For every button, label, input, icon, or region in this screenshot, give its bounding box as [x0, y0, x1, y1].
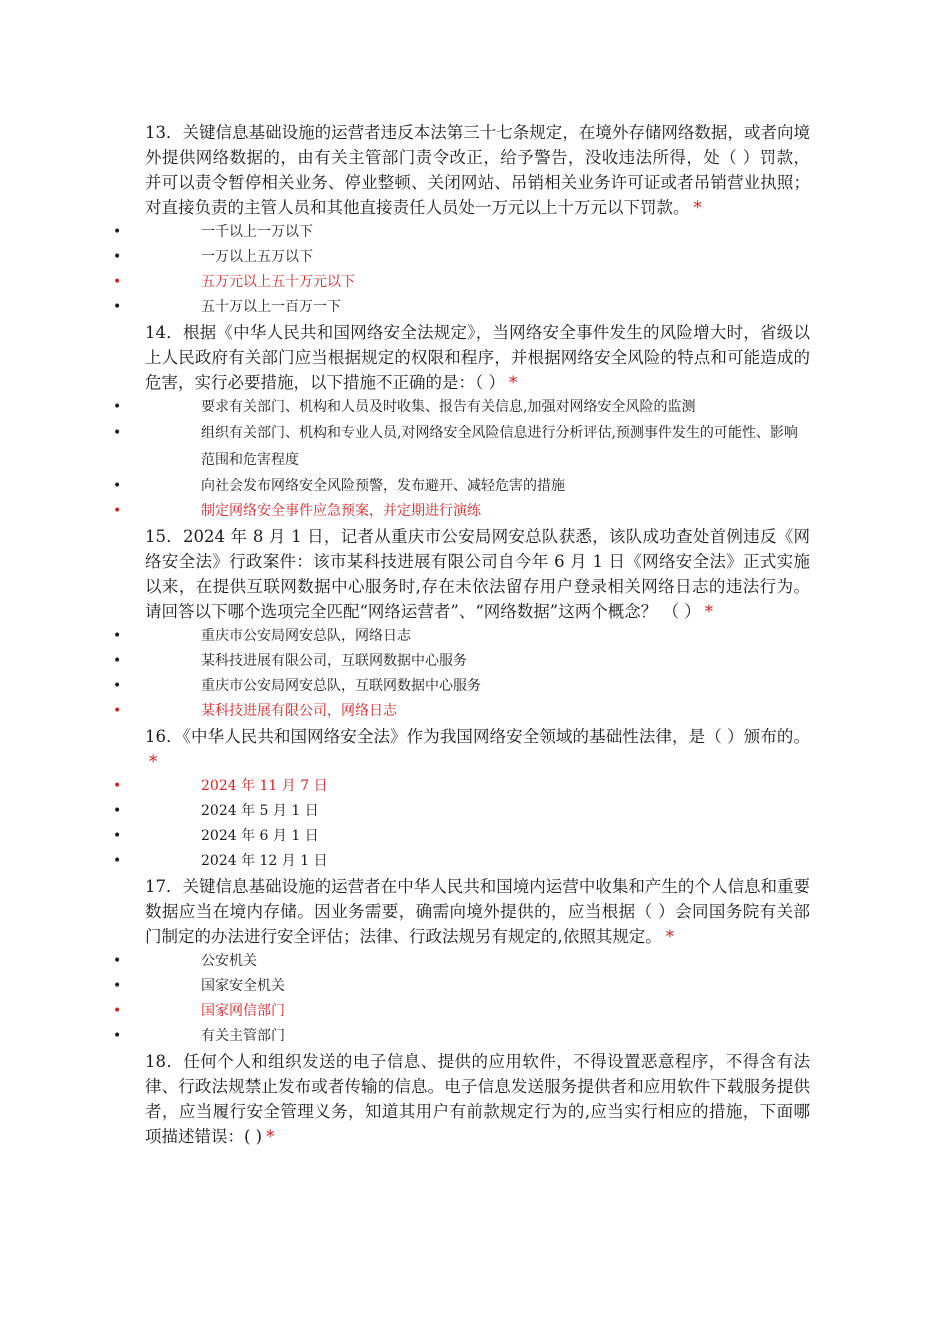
bullet-icon: •: [113, 853, 122, 869]
required-star: *: [665, 927, 674, 946]
question-stem: 14．根据《中华人民共和国网络安全法规定》，当网络安全事件发生的风险增大时，省级以上人民政府有关部门应当根据规定的权限和程序，并根据网络安全风险的特点和可能造成的危害，实行必要措施，以下措施不正确的是：（ ）: [145, 323, 810, 392]
question-text: [145, 120, 810, 220]
bullet-icon: •: [113, 828, 122, 844]
question-text: [145, 320, 810, 395]
question-block: [0, 874, 950, 1049]
option-item: [0, 849, 950, 874]
option-text: 国家安全机关: [201, 978, 285, 994]
option-list: [0, 624, 950, 724]
option-text: 某科技进展有限公司，网络日志: [201, 703, 397, 719]
bullet-icon: •: [113, 628, 122, 644]
option-item: [0, 474, 950, 499]
option-item-correct: [0, 270, 950, 295]
option-text: 五十万以上一百万一下: [201, 299, 341, 315]
question-stem: 13．关键信息基础设施的运营者违反本法第三十七条规定，在境外存储网络数据，或者向境外提供网络数据的，由有关主管部门责令改正，给予警告，没收违法所得，处（ ）罚款，并可以责令暂停相关业务、停业整顿、关闭网站、吊销相关业务许可证或者吊销营业执照；对直接负责的主管人员和其他直接责任人员处一万元以上十万元以下罚款。: [145, 123, 810, 217]
option-text: 一千以上一万以下: [201, 224, 313, 240]
option-item-correct: [0, 699, 950, 724]
bullet-icon: •: [113, 678, 122, 694]
required-star: *: [266, 1127, 275, 1146]
option-list: [0, 220, 950, 320]
question-stem: 15．2024 年 8 月 1 日，记者从重庆市公安局网安总队获悉，该队成功查处首例违反《网络安全法》行政案件：该市某科技进展有限公司自今年 6 月 1 日《网络安全法》正式实施以来，在提供互联网数据中心服务时,存在未依法留存用户登录相关网络日志的违法行为。请回答以下哪个选项完全匹配“网络运营者”、“网络数据”这两个概念？ （ ）: [145, 527, 810, 621]
option-text: 重庆市公安局网安总队，互联网数据中心服务: [201, 678, 481, 694]
option-text: 五万元以上五十万元以下: [201, 274, 355, 290]
option-list: [0, 949, 950, 1049]
question-block: [0, 1049, 950, 1149]
option-text: 组织有关部门、机构和专业人员,对网络安全风险信息进行分析评估,预测事件发生的可能性、影响范围和危害程度: [201, 425, 798, 468]
bullet-icon: •: [113, 803, 122, 819]
option-item: [0, 824, 950, 849]
question-stem: 17．关键信息基础设施的运营者在中华人民共和国境内运营中收集和产生的个人信息和重要数据应当在境内存储。因业务需要，确需向境外提供的，应当根据（ ）会同国务院有关部门制定的办法进行安全评估；法律、行政法规另有规定的,依照其规定。: [145, 877, 810, 946]
bullet-icon: •: [113, 399, 122, 415]
option-item: [0, 949, 950, 974]
option-item: [0, 974, 950, 999]
option-item: [0, 799, 950, 824]
question-stem: 18．任何个人和组织发送的电子信息、提供的应用软件，不得设置恶意程序，不得含有法律、行政法规禁止发布或者传输的信息。电子信息发送服务提供者和应用软件下载服务提供者，应当履行安全管理义务，知道其用户有前款规定行为的,应当实行相应的措施，下面哪项描述错误：( ): [145, 1052, 810, 1146]
option-text: 制定网络安全事件应急预案，并定期进行演练: [201, 503, 481, 519]
bullet-icon: •: [113, 478, 122, 494]
option-item-correct: [0, 499, 950, 524]
option-item: [0, 295, 950, 320]
option-text: 2024 年 11 月 7 日: [201, 778, 328, 794]
bullet-icon: •: [113, 224, 122, 240]
option-text: 重庆市公安局网安总队，网络日志: [201, 628, 411, 644]
option-text: 有关主管部门: [201, 1028, 285, 1044]
question-block: [0, 524, 950, 724]
option-text: 要求有关部门、机构和人员及时收集、报告有关信息,加强对网络安全风险的监测: [201, 399, 696, 415]
question-text: [145, 724, 810, 774]
option-text: 2024 年 12 月 1 日: [201, 853, 328, 869]
required-star: *: [509, 373, 518, 392]
option-text: 国家网信部门: [201, 1003, 285, 1019]
option-item: [0, 1024, 950, 1049]
bullet-icon: •: [113, 778, 122, 794]
option-text: 公安机关: [201, 953, 257, 969]
option-item: [0, 624, 950, 649]
question-text: [145, 874, 810, 949]
question-text: [145, 524, 810, 624]
option-text: 一万以上五万以下: [201, 249, 313, 265]
question-text: [145, 1049, 810, 1149]
option-item: [0, 649, 950, 674]
option-item: [0, 220, 950, 245]
bullet-icon: •: [113, 425, 122, 441]
option-list: [0, 395, 950, 524]
option-text: 2024 年 6 月 1 日: [201, 828, 319, 844]
option-item: [0, 674, 950, 699]
bullet-icon: •: [113, 503, 122, 519]
option-item: [0, 245, 950, 270]
bullet-icon: •: [113, 274, 122, 290]
question-stem: 16．《中华人民共和国网络安全法》作为我国网络安全领域的基础性法律，是（ ）颁布的。: [145, 727, 810, 746]
question-block: [0, 320, 950, 524]
bullet-icon: •: [113, 1003, 122, 1019]
bullet-icon: •: [113, 299, 122, 315]
option-item-correct: [0, 774, 950, 799]
bullet-icon: •: [113, 978, 122, 994]
required-star: *: [693, 198, 702, 217]
option-text: 向社会发布网络安全风险预警，发布避开、减轻危害的措施: [201, 478, 565, 494]
option-item: [0, 395, 950, 420]
bullet-icon: •: [113, 653, 122, 669]
document-page: [0, 120, 950, 1149]
bullet-icon: •: [113, 703, 122, 719]
required-star: *: [704, 602, 713, 621]
option-text: 某科技进展有限公司，互联网数据中心服务: [201, 653, 467, 669]
bullet-icon: •: [113, 1028, 122, 1044]
required-star: *: [149, 752, 158, 771]
question-block: [0, 120, 950, 320]
bullet-icon: •: [113, 953, 122, 969]
option-item-correct: [0, 999, 950, 1024]
question-block: [0, 724, 950, 874]
option-item: [0, 420, 950, 474]
option-list: [0, 774, 950, 874]
option-text: 2024 年 5 月 1 日: [201, 803, 319, 819]
bullet-icon: •: [113, 249, 122, 265]
